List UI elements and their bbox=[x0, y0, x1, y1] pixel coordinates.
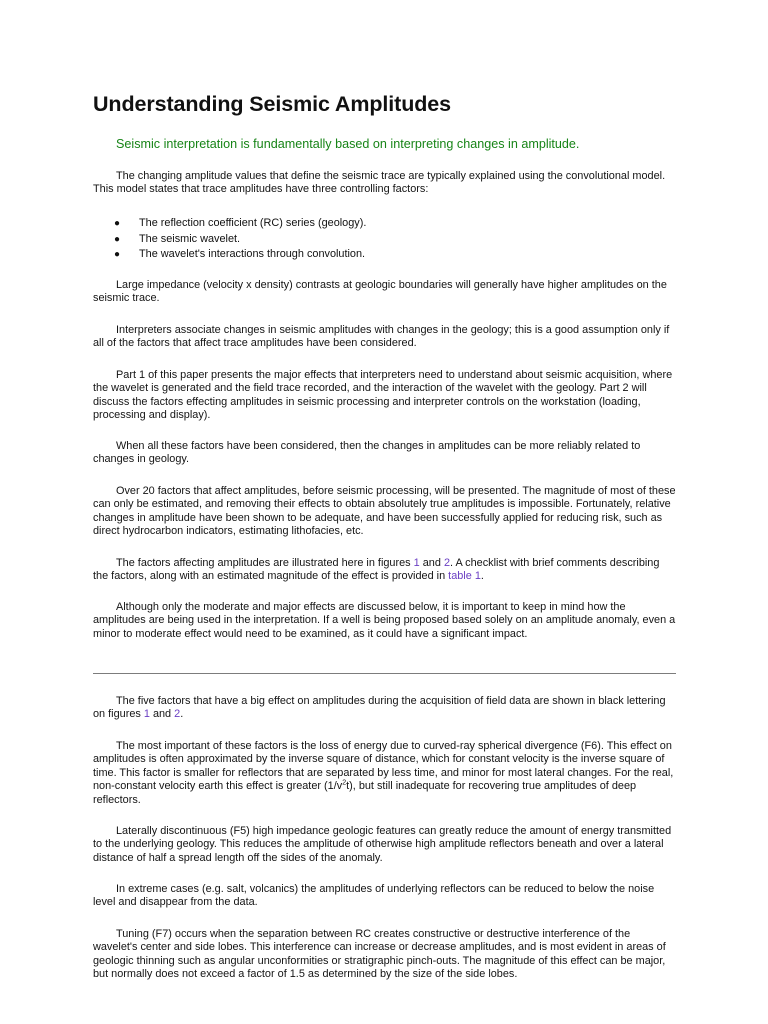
list-item bbox=[93, 247, 366, 263]
list-item-text: The wavelet's interactions through convolution. bbox=[139, 248, 366, 261]
subtitle: Seismic interpretation is fundamentally based on interpreting changes in amplitude. bbox=[116, 137, 580, 151]
figure-1-link[interactable]: 1 bbox=[143, 708, 150, 721]
section-divider bbox=[93, 673, 676, 674]
when-paragraph: When all these factors have been considered, then the changes in amplitudes can be more reliably related to changes in geology. bbox=[93, 440, 641, 466]
interpreters-paragraph: Interpreters associate changes in seismic amplitudes with changes in the geology; this is a good assumption only if all of the factors that affect trace amplitudes have been considered. bbox=[93, 324, 670, 350]
bullet-icon: ● bbox=[114, 233, 121, 245]
part1-paragraph: Part 1 of this paper presents the major effects that interpreters need to understand about seismic acquisition, where the wavelet is generated and the field trace recorded, and the interaction of the wavelet with the geology. Part 2 will discuss the factors effecting amplitudes in seismic processing and interpreter controls on the workstation (loading, processing and display). bbox=[93, 369, 673, 422]
list-item bbox=[93, 216, 366, 232]
tuning-paragraph: Tuning (F7) occurs when the separation between RC creates constructive or destructive interference of the wavelet's center and side lobes. This interference can increase or decrease amplitudes, and is most evident in areas of geologic thinning such as angular unconformities or stratigraphic pinch-outs. The magnitude of this effect can be major, but normally does not exceed a factor of 1.5 as determined by the size of the side lobes. bbox=[93, 928, 666, 981]
factors-paragraph: The factors affecting amplitudes are illustrated here in figures 1 and 2. A checklist with brief comments describing the factors, along with an estimated magnitude of the effect is provided in table 1. bbox=[93, 557, 660, 583]
list-item bbox=[93, 232, 366, 248]
bullet-icon: ● bbox=[114, 218, 121, 229]
lateral-discontinuity-paragraph: Laterally discontinuous (F5) high impedance geologic features can greatly reduce the amount of energy transmitted to the underlying geology. This reduces the amplitude of otherwise high amplitude reflectors beneath and over a lateral distance of half a spread length off the sides of the anomaly. bbox=[93, 825, 672, 864]
table-1-link[interactable]: table 1 bbox=[448, 570, 481, 583]
figure-2-link[interactable]: 2 bbox=[174, 708, 181, 721]
bullet-icon: ● bbox=[114, 249, 121, 261]
list-item-text: The seismic wavelet. bbox=[139, 232, 241, 245]
over20-paragraph: Over 20 factors that affect amplitudes, before seismic processing, will be presented. The magnitude of most of these can only be estimated, and removing their effects to obtain absolutely true amplitudes is impossible. Fortunately, relative changes in amplitude have been shown to be adequate, and have been successfully applied for reducing risk, such as direct hydrocarbon indicators, estimating lithofacies, etc. bbox=[93, 485, 676, 538]
impedance-paragraph: Large impedance (velocity x density) contrasts at geologic boundaries will generally have higher amplitudes on the seismic trace. bbox=[93, 279, 667, 305]
page-title: Understanding Seismic Amplitudes bbox=[93, 92, 451, 116]
five-factors-paragraph: The five factors that have a big effect on amplitudes during the acquisition of field data are shown in black lettering on figures 1 and 2. bbox=[93, 695, 666, 721]
factor-list bbox=[93, 216, 366, 263]
list-item-text: The reflection coefficient (RC) series (geology). bbox=[139, 217, 367, 229]
although-paragraph: Although only the moderate and major effects are discussed below, it is important to keep in mind how the amplitudes are being used in the interpretation. If a well is being proposed based solely on an amplitude anomaly, even a minor to moderate effect would need to be examined, as it could have a significant impact. bbox=[93, 601, 676, 640]
spherical-divergence-paragraph: The most important of these factors is the loss of energy due to curved-ray spherical divergence (F6). This effect on amplitudes is often approximated by the inverse square of distance, which for constant velocity is the inverse square of time. This factor is smaller for reflectors that are separated by less time, and minor for most lateral changes. For the real, non-constant velocity earth this effect is greater $(1/v^2t)$, but still inadequate for recovering true amplitudes of deep reflectors. bbox=[93, 740, 674, 806]
figure-2-link[interactable]: 2 bbox=[443, 557, 450, 569]
extreme-cases-paragraph: In extreme cases (e.g. salt, volcanics) the amplitudes of underlying reflectors can be reduced to below the noise level and disappear from the data. bbox=[93, 883, 655, 909]
intro-paragraph: The changing amplitude values that define the seismic trace are typically explained using the convolutional model. This model states that trace amplitudes have three controlling factors: bbox=[93, 170, 666, 196]
figure-1-link[interactable]: 1 bbox=[413, 557, 420, 569]
